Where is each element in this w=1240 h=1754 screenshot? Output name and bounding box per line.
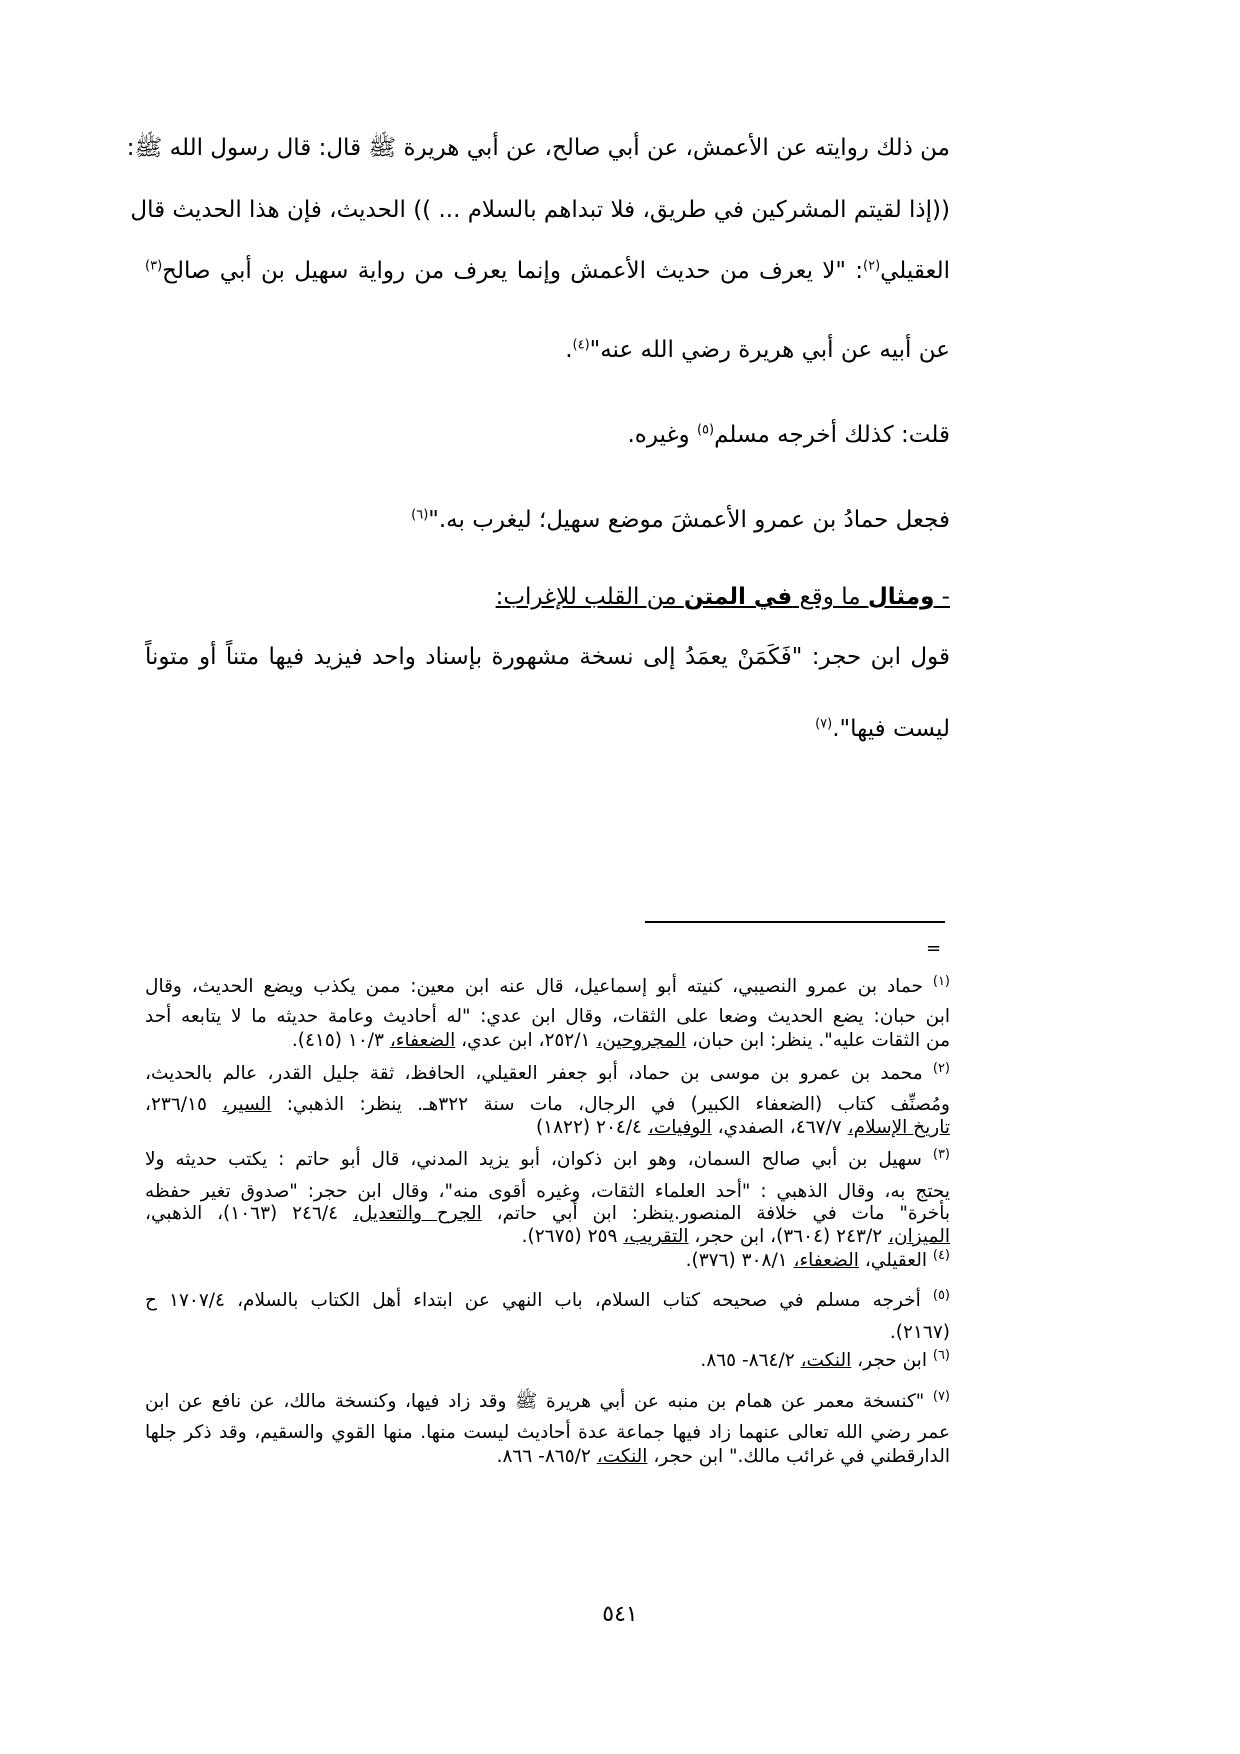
footnote-5-line-1: $^{(٥)}$ أخرجه مسلم في صحيحه كتاب السلام، باب النهي عن ابتداء أهل الكتاب بالسلام، ١٧٠٧/٤ ح <box>145 1287 950 1311</box>
body-line-9: ليست فيها".$^{(٧)}$ <box>815 716 950 742</box>
footnote-7-line-2: عمر رضي الله تعالى عنهما زاد فيها جماعة عدة أحاديث ليست منها. منها القوي والسقيم، وقد ذكر جلها <box>145 1422 950 1443</box>
body-line-8: قول ابن حجر: "فَكَمَنْ يعمَدُ إلى نسخة مشهورة بإسناد واحد فيزيد فيها متناً أو متوناً <box>145 644 950 670</box>
footnote-1-line-1: $^{(١)}$ حماد بن عمرو النصيبي، كنيته أبو إسماعيل، قال عنه ابن معين: ممن يكذب ويضع الحديث، وقال <box>145 973 950 997</box>
footnote-ref-4[interactable]: (٤) <box>572 337 590 353</box>
footnote-3-line-3: بأخرة" مات في خلافة المنصور.ينظر: ابن أبي حاتم، الجرح والتعديل، ٢٤٦/٤ (١٠٦٣)، الذهبي، <box>145 1203 950 1224</box>
body-line-5: قلت: كذلك أخرجه مسلم$^{(٥)}$ وغيره. <box>627 422 950 448</box>
body-line-3: العقيلي$^{(٢)}$: "لا يعرف من حديث الأعمش وإنما يعرف من رواية سهيل بن أبي صالح$^{(٣)}$ <box>145 258 950 284</box>
continuation-mark: = <box>926 938 942 959</box>
footnote-ref-7[interactable]: (٧) <box>815 716 833 732</box>
footnote-1-line-3: من الثقات عليه". ينظر: ابن حبان، المجروحين، ٢٥٢/١، ابن عدي، الضعفاء، ١٠/٣ (٤١٥). <box>291 1030 950 1051</box>
footnote-ref-5[interactable]: (٥) <box>696 422 715 438</box>
section-heading: - ومثال ما وقع في المتن من القلب للإغراب: <box>495 584 950 610</box>
footnote-ref-6[interactable]: (٦) <box>411 507 429 523</box>
footnote-1-line-2: ابن حبان: يضع الحديث وضعا على الثقات، وقال ابن عدي: "له أحاديث وعامة حديثه ما لا يتابعه أحد <box>145 1006 950 1027</box>
footnote-3-line-2: يحتج به، وقال الذهبي : "أحد العلماء الثقات، وغيره أقوى منه"، وقال ابن حجر: "صدوق تغير حفظه <box>145 1181 950 1202</box>
footnote-7-line-1: $^{(٧)}$ "كنسخة معمر عن همام بن منبه عن أبي هريرة ﷺ وقد زاد فيها، وكنسخة مالك، عن نافع عن ابن <box>145 1388 950 1412</box>
footnote-2-line-3: تاريخ الإسلام، ٤٦٧/٧، الصفدي، الوفيات، ٢٠٤/٤ (١٨٢٢) <box>535 1117 950 1138</box>
footnote-3-line-4: الميزان، ٢٤٣/٢ (٣٦٠٤)، ابن حجر، التقريب، ٢٥٩ (٢٦٧٥). <box>521 1226 950 1247</box>
page-number: ٥٤١ <box>602 1602 638 1627</box>
body-line-6: فجعل حمادُ بن عمرو الأعمشَ موضع سهيل؛ ليغرب به."$^{(٦)}$ <box>411 507 950 533</box>
body-line-2: ((إذا لقيتم المشركين في طريق، فلا تبداهم بالسلام ... )) الحديث، فإن هذا الحديث قال <box>130 197 950 223</box>
footnote-3-line-1: $^{(٣)}$ سهيل بن أبي صالح السمان، وهو ابن ذكوان، أبو يزيد المدني، قال أبو حاتم : يكتب حديثه ولا <box>145 1146 950 1170</box>
body-line-1: من ذلك روايته عن الأعمش، عن أبي صالح، عن أبي هريرة ﷺ قال: قال رسول الله ﷺ: <box>126 135 950 161</box>
footnote-2-line-1: $^{(٢)}$ محمد بن عمرو بن موسى بن حماد، أبو جعفر العقيلي، الحافظ، ثقة جليل القدر، عالم بالحديث، <box>145 1060 950 1084</box>
footnote-2-line-2: ومُصنِّف كتاب (الضعفاء الكبير) في الرجال، مات سنة ٣٢٢هـ. ينظر: الذهبي: السير، ٢٣٦/١٥، <box>145 1094 950 1115</box>
footnote-ref-3[interactable]: (٣) <box>145 258 163 274</box>
footnote-4: $^{(٤)}$ العقيلي، الضعفاء، ٣٠٨/١ (٣٧٦). <box>685 1247 950 1271</box>
footnote-ref-2[interactable]: (٢) <box>863 258 881 274</box>
footnote-5-line-2: (٢١٦٧). <box>889 1322 950 1343</box>
footnote-7-line-3: الدارقطني في غرائب مالك." ابن حجر، النكت، ٨٦٥/٢- ٨٦٦. <box>496 1446 950 1467</box>
body-line-4: عن أبيه عن أبي هريرة رضي الله عنه"$^{(٤)}$. <box>565 337 950 363</box>
footnote-separator <box>645 921 945 923</box>
footnote-6: $^{(٦)}$ ابن حجر، النكت، ٨٦٤/٢- ٨٦٥. <box>700 1347 950 1371</box>
